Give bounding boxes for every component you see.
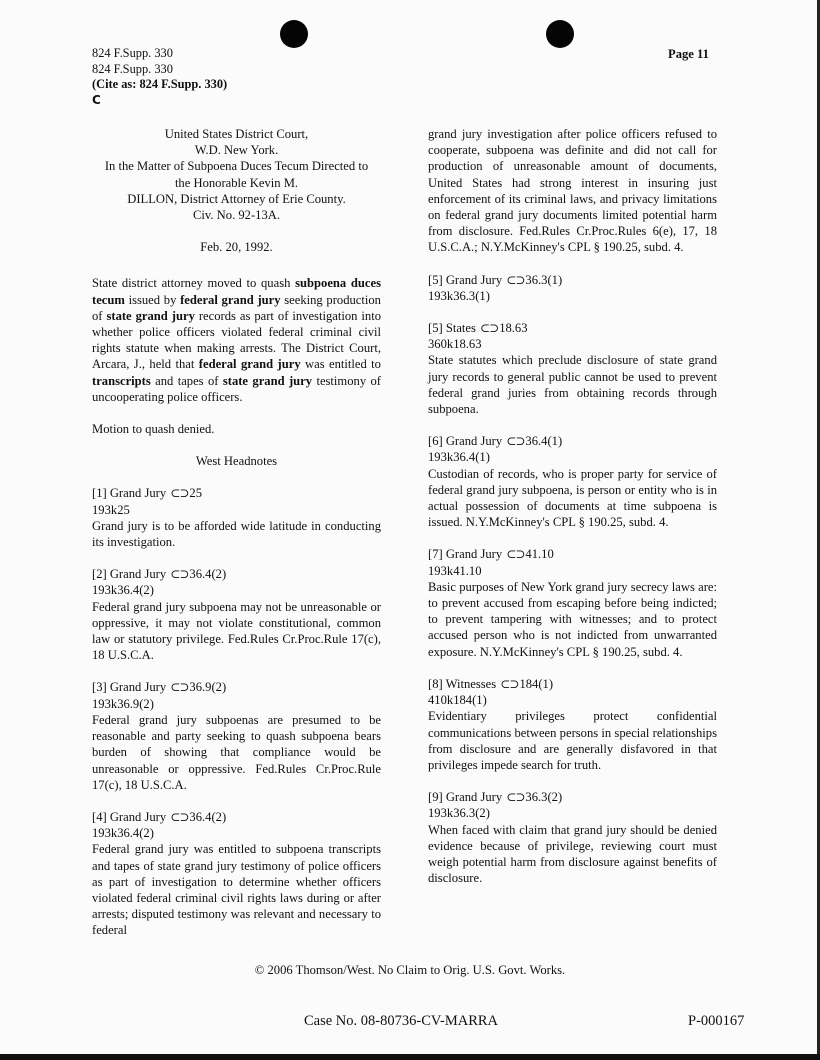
- citation-line-2: 824 F.Supp. 330: [92, 61, 173, 76]
- headnote-code: 410k184(1): [428, 693, 487, 708]
- headnote-code: 360k18.63: [428, 337, 482, 352]
- matter-line-1: In the Matter of Subpoena Duces Tecum Directed to: [104, 159, 369, 174]
- case-number: Case No. 08-80736-CV-MARRA: [304, 1013, 499, 1029]
- headnote: [92, 809, 381, 939]
- headnote-topic: [6] Grand Jury ⊂⊃36.4(1): [428, 434, 563, 449]
- headnote-topic: [2] Grand Jury ⊂⊃36.4(2): [92, 567, 227, 582]
- headnote-topic: [3] Grand Jury ⊂⊃36.9(2): [92, 680, 227, 695]
- matter-line-3: DILLON, District Attorney of Erie County.: [127, 191, 346, 206]
- headnote-text: Custodian of records, who is proper party for service of federal grand jury subpoena, is person or entity who is in actual possession of documents at time subpoena is issued. N.Y.McKinney's CPL § 190.25, subd. 4.: [428, 466, 717, 530]
- key-number-icon: ⊂⊃: [506, 547, 525, 562]
- headnote-text: Federal grand jury subpoena may not be unreasonable or oppressive, it may not violate constitutional, common law or statutory privilege. Fed.Rules Cr.Proc.Rule 17(c), 18 U.S.C.A.: [92, 599, 381, 663]
- key-number-icon: ⊂⊃: [500, 676, 519, 691]
- cite-as-line: (Cite as: 824 F.Supp. 330): [92, 77, 228, 91]
- key-number-icon: ⊂⊃: [506, 272, 525, 287]
- headnote-text: Evidentiary privileges protect confidential communications between persons in special relationships from disclosure and are generally disfavored in that privileges impede search for truth.: [428, 709, 717, 772]
- headnote-continuation: grand jury investigation after police officers refused to cooperate, subpoena was definite and did not call for production of unreasonable amount of documents, United States had strong interest in insuring just enforcement of its criminal laws, and privacy limitations on federal grand jury documents limited potential harm from disclosure. Fed.Rules Cr.Proc.Rules 6(e), 17, 18 U.S.C.A.; N.Y.McKinney's CPL § 190.25, subd. 4.: [428, 127, 717, 255]
- decision-date: Feb. 20, 1992.: [200, 240, 273, 255]
- key-number-icon: ⊂⊃: [170, 486, 189, 501]
- key-number-icon: ⊂⊃: [170, 567, 189, 582]
- headnote-code: 193k36.4(2): [92, 826, 154, 841]
- headnote: [428, 272, 717, 304]
- punch-hole-left: [280, 20, 308, 48]
- headnote-text: Grand jury is to be afforded wide latitude in conducting its investigation.: [92, 518, 381, 550]
- page-number: Page 11: [668, 47, 709, 61]
- headnote-code: 193k36.9(2): [92, 696, 154, 711]
- headnote: [428, 320, 717, 417]
- key-number-icon: ⊂⊃: [170, 809, 189, 824]
- headnote-text: Basic purposes of New York grand jury secrecy laws are: to prevent accused from escaping before being indicted; to prevent tampering with witnesses; and to protect accused person who is not indicted from unwarranted exposure. N.Y.McKinney's CPL § 190.25, subd. 4.: [428, 579, 717, 659]
- headnote-text: When faced with claim that grand jury should be denied evidence because of privilege, reviewing court must weigh potential harm from disclosure against benefits of disclosure.: [428, 822, 717, 886]
- key-number-icon: ⊂⊃: [506, 790, 525, 805]
- headnote-topic: [4] Grand Jury ⊂⊃36.4(2): [92, 809, 227, 824]
- key-number-icon: ⊂⊃: [170, 680, 189, 695]
- district-name: W.D. New York.: [194, 143, 279, 158]
- headnote-code: 193k25: [92, 502, 130, 517]
- headnote-text: State statutes which preclude disclosure of state grand jury records to general public cannot be used to prevent federal grand juries from obtaining records through subpoena.: [428, 353, 717, 417]
- headnote-code: 193k36.4(2): [92, 583, 154, 598]
- headnote-topic: [7] Grand Jury ⊂⊃41.10: [428, 547, 554, 562]
- civil-number: Civ. No. 92-13A.: [193, 208, 280, 223]
- synopsis: State district attorney moved to quash subpoena duces tecum issued by federal grand jury seeking production of state grand jury records as part of investigation into whether police officers violated federal criminal civil rights statute when making arrests. The District Court, Arcara, J., held that federal grand jury was entitled to transcripts and tapes of state grand jury testimony of uncooperating police officers.: [92, 276, 382, 404]
- headnotes-title: West Headnotes: [195, 454, 278, 469]
- headnote-topic: [5] States ⊂⊃18.63: [428, 321, 528, 336]
- headnote-topic: [8] Witnesses ⊂⊃184(1): [428, 676, 554, 691]
- punch-hole-right: [546, 20, 574, 48]
- headnote-text: Federal grand jury subpoenas are presumed to be reasonable and party seeking to quash subpoena bears burden of showing that compliance would be unreasonable or oppressive. Fed.Rules Cr.Proc.Rule 17(c), 18 U.S.C.A.: [92, 712, 381, 792]
- bates-number: P-000167: [688, 1013, 745, 1029]
- right-column: [428, 126, 717, 886]
- headnote-code: 193k36.4(1): [428, 450, 490, 465]
- copyright-notice: © 2006 Thomson/West. No Claim to Orig. U.S. Govt. Works.: [254, 963, 566, 977]
- headnote-code: 193k41.10: [428, 563, 482, 578]
- key-number-icon: ⊂⊃: [506, 434, 525, 449]
- c-mark: C: [92, 92, 101, 107]
- scan-bottom-edge: [0, 1054, 820, 1060]
- headnote-topic: [5] Grand Jury ⊂⊃36.3(1): [428, 272, 563, 287]
- left-column: [92, 126, 381, 939]
- headnote-topic: [9] Grand Jury ⊂⊃36.3(2): [428, 790, 563, 805]
- key-number-icon: ⊂⊃: [480, 321, 499, 336]
- headnote: [428, 546, 717, 659]
- headnote-code: 193k36.3(2): [428, 806, 490, 821]
- citation-block: [92, 46, 227, 108]
- headnote: [428, 789, 717, 886]
- headnote: [428, 676, 717, 773]
- citation-line-1: 824 F.Supp. 330: [92, 46, 173, 60]
- headnote-code: 193k36.3(1): [428, 288, 490, 303]
- headnote: [92, 566, 381, 663]
- disposition: Motion to quash denied.: [92, 422, 215, 437]
- headnote-text: Federal grand jury was entitled to subpoena transcripts and tapes of state grand jury testimony of police officers as part of investigation to determine whether officers violated federal criminal civil rights laws during or after arrests; disputed testimony was relevant and necessary to federal: [92, 842, 381, 938]
- headnote: [428, 433, 717, 530]
- matter-line-2: the Honorable Kevin M.: [174, 175, 299, 190]
- headnote-topic: [1] Grand Jury ⊂⊃25: [92, 486, 203, 501]
- case-caption: [92, 126, 381, 255]
- court-name: United States District Court,: [164, 127, 309, 141]
- headnote: [92, 485, 381, 550]
- headnote: [92, 679, 381, 792]
